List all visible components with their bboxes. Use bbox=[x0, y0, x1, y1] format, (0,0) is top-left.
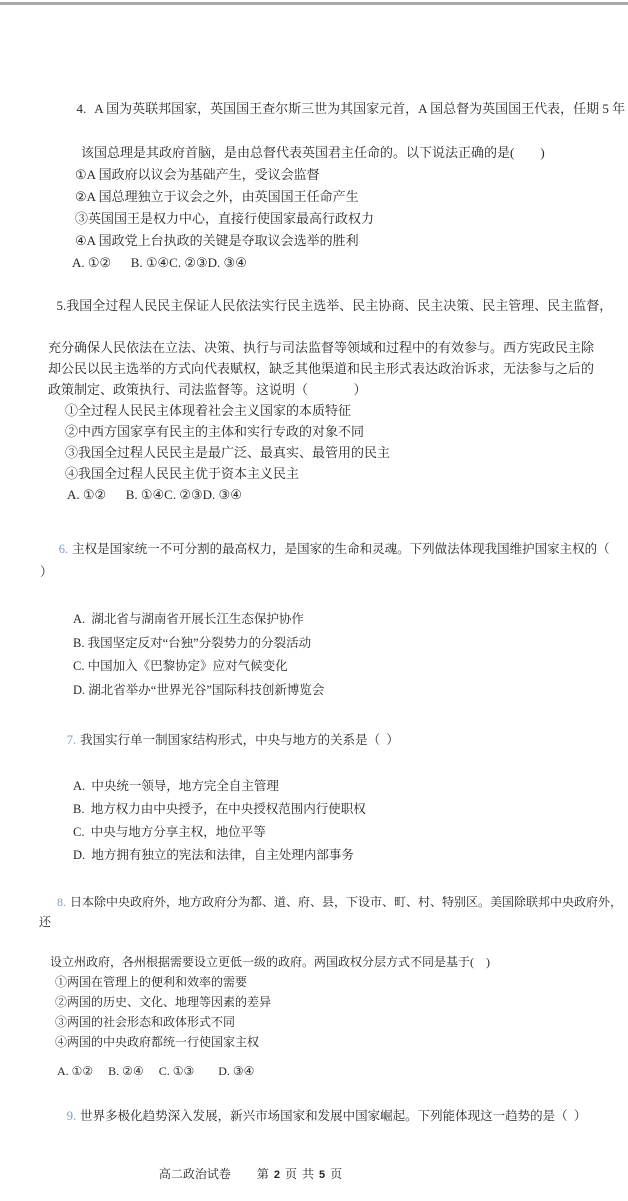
question-stem-line bbox=[39, 872, 628, 952]
question-option: A. 中央统一领导，地方完全自主管理 bbox=[73, 779, 279, 793]
question-number: 4. bbox=[76, 101, 87, 116]
question-item: ③英国国王是权力中心，直接行使国家最高行政权力 bbox=[75, 211, 375, 226]
question-stem-text: 主权是国家统一不可分割的最高权力，是国家的生命和灵魂。下列做法体现我国维护国家主权的（ ） bbox=[40, 541, 616, 579]
question-answer-line: A. ①② B. ②④ C. ①③ D. ③④ bbox=[57, 1064, 255, 1078]
question-item: ②A 国总理独立于议会之外，由英国国王任命产生 bbox=[75, 189, 359, 204]
question-option: B. 我国坚定反对“台独”分裂势力的分裂活动 bbox=[73, 635, 312, 650]
question-stem-text: A 国为英联邦国家，英国国王查尔斯三世为其国家元首，A 国总督为英国国王代表，任期 5 年 bbox=[94, 101, 626, 116]
question-stem-line: 却公民以民主选举的方式向代表赋权，缺乏其他渠道和民主形式表达政治诉求，无法参与之后的 bbox=[48, 361, 595, 376]
question-stem-line bbox=[57, 76, 628, 142]
question-stem-text: 日本除中央政府外，地方政府分为都、道、府、县，下设市、町、村、特别区。美国除联邦中央政府外，还 bbox=[39, 895, 623, 929]
question-answer-line: A. ①② B. ①④C. ②③D. ③④ bbox=[67, 487, 242, 502]
footer-exam-title: 高二政治试卷 bbox=[158, 1167, 231, 1181]
footer-page-prefix: 第 bbox=[256, 1167, 269, 1181]
question-stem-line: 设立州政府，各州根据需要设立更低一级的政府。两国政权分层方式不同是基于( ) bbox=[50, 955, 490, 969]
question-option: D. 地方拥有独立的宪法和法律，自主处理内部事务 bbox=[73, 848, 354, 862]
question-stem-line bbox=[48, 1083, 628, 1149]
page-top-rule bbox=[0, 2, 628, 5]
question-number: 6. bbox=[58, 541, 69, 556]
question-number: 5. bbox=[56, 298, 67, 313]
question-item: ④两国的中央政府都统一行使国家主权 bbox=[55, 1035, 260, 1049]
question-number: 9. bbox=[66, 1109, 77, 1123]
question-item: ①A 国政府以议会为基础产生，受议会监督 bbox=[75, 167, 320, 182]
question-stem-line: 政策制定、政策执行、司法监督等。这说明（ ） bbox=[48, 382, 367, 397]
question-number: 7. bbox=[66, 733, 77, 747]
question-8 bbox=[0, 872, 628, 1081]
question-stem-text: 我国实行单一制国家结构形式，中央与地方的关系是（ ） bbox=[80, 733, 399, 747]
footer-total-prefix: 共 bbox=[302, 1167, 315, 1181]
question-item: ④A 国政党上台执政的关键是夺取议会选举的胜利 bbox=[75, 233, 359, 248]
question-5 bbox=[0, 274, 628, 505]
question-stem-text: 我国全过程人民民主保证人民依法实行民主选举、民主协商、民主决策、民主管理、民主监督， bbox=[66, 298, 613, 313]
question-answer-line: A. ①② B. ①④C. ②③D. ③④ bbox=[72, 255, 247, 270]
question-item: ③我国全过程人民民主是最广泛、最真实、最管用的民主 bbox=[65, 445, 391, 460]
question-item: ③两国的社会形态和政体形式不同 bbox=[55, 1015, 236, 1029]
question-number: 8. bbox=[57, 895, 66, 909]
question-item: ④我国全过程人民民主优于资本主义民主 bbox=[65, 466, 300, 481]
question-4 bbox=[0, 76, 628, 274]
question-stem-line: 充分确保人民依法在立法、决策、执行与司法监督等领域和过程中的有效参与。西方宪政民主除 bbox=[48, 340, 595, 355]
question-9 bbox=[0, 1083, 628, 1149]
question-stem-line bbox=[37, 274, 628, 337]
question-option: A. 湖北省与湖南省开展长江生态保护协作 bbox=[73, 612, 304, 626]
question-stem-text: 世界多极化趋势深入发展，新兴市场国家和发展中国家崛起。下列能体现这一趋势的是（ ） bbox=[80, 1109, 587, 1123]
question-item: ①全过程人民民主体现着社会主义国家的本质特征 bbox=[65, 403, 352, 418]
question-6 bbox=[0, 514, 628, 702]
question-item: ②中西方国家享有民主的主体和实行专政的对象不同 bbox=[65, 424, 365, 439]
question-option: C. 中国加入《巴黎协定》应对气候变化 bbox=[73, 659, 288, 673]
question-stem-line bbox=[40, 514, 628, 608]
question-stem-line bbox=[48, 706, 628, 775]
footer-total-unit: 页 bbox=[330, 1167, 343, 1181]
question-option: C. 中央与地方分享主权，地位平等 bbox=[73, 825, 266, 839]
footer-page-unit: 页 bbox=[284, 1167, 297, 1181]
footer-page-number: 2 bbox=[273, 1169, 280, 1181]
question-option: D. 湖北省举办“世界光谷”国际科技创新博览会 bbox=[73, 682, 325, 697]
footer-total-number: 5 bbox=[319, 1169, 326, 1181]
question-item: ①两国在管理上的便利和效率的需要 bbox=[55, 975, 248, 989]
question-option: B. 地方权力由中央授予，在中央授权范围内行使职权 bbox=[73, 802, 366, 816]
question-7 bbox=[0, 706, 628, 867]
question-stem-line: 该国总理是其政府首脑，是由总督代表英国君主任命的。以下说法正确的是( ) bbox=[81, 145, 545, 160]
page-footer bbox=[0, 1149, 561, 1201]
question-item: ②两国的历史、文化、地理等因素的差异 bbox=[55, 995, 272, 1009]
